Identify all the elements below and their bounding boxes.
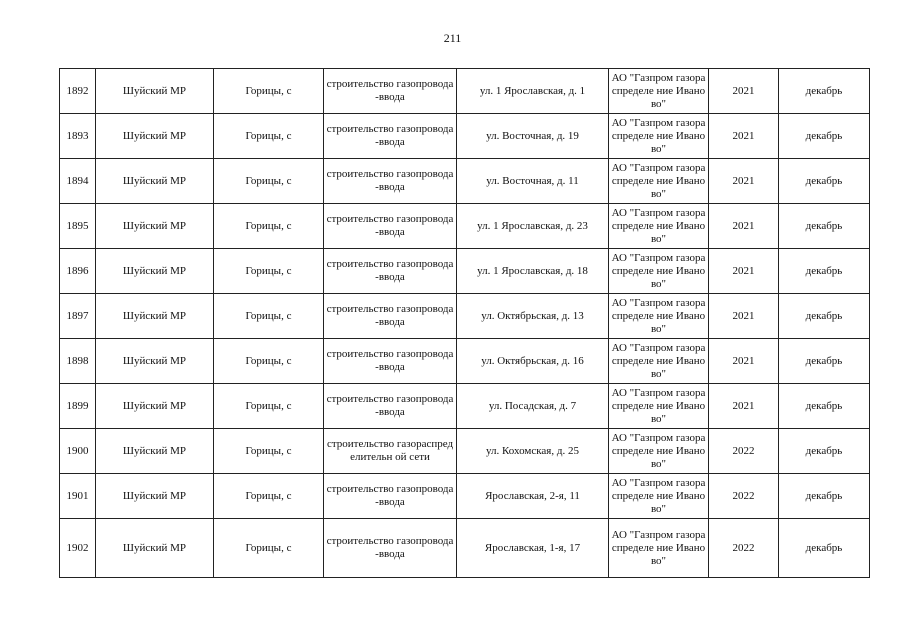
operator-cell: АО "Газпром газораспределе ние Иваново" <box>609 429 709 474</box>
table-row <box>60 294 870 339</box>
year-cell: 2022 <box>709 429 779 474</box>
row-number: 1894 <box>60 159 96 204</box>
district-cell: Шуйский МР <box>96 204 214 249</box>
address-cell: ул. Восточная, д. 11 <box>457 159 609 204</box>
row-number: 1902 <box>60 519 96 578</box>
year-cell: 2021 <box>709 339 779 384</box>
operator-cell: АО "Газпром газораспределе ние Иваново" <box>609 204 709 249</box>
district-cell: Шуйский МР <box>96 429 214 474</box>
table-row <box>60 339 870 384</box>
locality-cell: Горицы, с <box>214 519 324 578</box>
year-cell: 2021 <box>709 159 779 204</box>
work-type-cell: строительство газопровода-ввода <box>324 69 457 114</box>
locality-cell: Горицы, с <box>214 204 324 249</box>
address-cell: ул. 1 Ярославская, д. 1 <box>457 69 609 114</box>
row-number: 1899 <box>60 384 96 429</box>
locality-cell: Горицы, с <box>214 114 324 159</box>
table-row <box>60 249 870 294</box>
operator-cell: АО "Газпром газораспределе ние Иваново" <box>609 159 709 204</box>
month-cell: декабрь <box>779 474 870 519</box>
address-cell: ул. Посадская, д. 7 <box>457 384 609 429</box>
row-number: 1897 <box>60 294 96 339</box>
address-cell: ул. 1 Ярославская, д. 23 <box>457 204 609 249</box>
table-row <box>60 159 870 204</box>
row-number: 1895 <box>60 204 96 249</box>
table-row <box>60 384 870 429</box>
district-cell: Шуйский МР <box>96 384 214 429</box>
work-type-cell: строительство газопровода-ввода <box>324 114 457 159</box>
address-cell: ул. Кохомская, д. 25 <box>457 429 609 474</box>
district-cell: Шуйский МР <box>96 339 214 384</box>
table-row <box>60 204 870 249</box>
operator-cell: АО "Газпром газораспределе ние Иваново" <box>609 294 709 339</box>
address-cell: ул. Восточная, д. 19 <box>457 114 609 159</box>
year-cell: 2021 <box>709 69 779 114</box>
month-cell: декабрь <box>779 249 870 294</box>
district-cell: Шуйский МР <box>96 69 214 114</box>
month-cell: декабрь <box>779 339 870 384</box>
locality-cell: Горицы, с <box>214 429 324 474</box>
address-cell: ул. Октябрьская, д. 16 <box>457 339 609 384</box>
work-type-cell: строительство газопровода-ввода <box>324 159 457 204</box>
work-type-cell: строительство газопровода-ввода <box>324 204 457 249</box>
district-cell: Шуйский МР <box>96 519 214 578</box>
work-type-cell: строительство газораспределительн ой сети <box>324 429 457 474</box>
month-cell: декабрь <box>779 114 870 159</box>
year-cell: 2021 <box>709 204 779 249</box>
year-cell: 2022 <box>709 474 779 519</box>
year-cell: 2021 <box>709 384 779 429</box>
table-row <box>60 519 870 578</box>
row-number: 1892 <box>60 69 96 114</box>
work-type-cell: строительство газопровода-ввода <box>324 249 457 294</box>
month-cell: декабрь <box>779 429 870 474</box>
row-number: 1900 <box>60 429 96 474</box>
row-number: 1898 <box>60 339 96 384</box>
year-cell: 2022 <box>709 519 779 578</box>
locality-cell: Горицы, с <box>214 69 324 114</box>
table-row <box>60 114 870 159</box>
month-cell: декабрь <box>779 294 870 339</box>
district-cell: Шуйский МР <box>96 249 214 294</box>
locality-cell: Горицы, с <box>214 249 324 294</box>
district-cell: Шуйский МР <box>96 294 214 339</box>
locality-cell: Горицы, с <box>214 159 324 204</box>
operator-cell: АО "Газпром газораспределе ние Иваново" <box>609 519 709 578</box>
table-row <box>60 474 870 519</box>
district-cell: Шуйский МР <box>96 474 214 519</box>
page-number: 211 <box>443 31 462 45</box>
table-row <box>60 429 870 474</box>
month-cell: декабрь <box>779 204 870 249</box>
address-cell: ул. Октябрьская, д. 13 <box>457 294 609 339</box>
work-type-cell: строительство газопровода-ввода <box>324 474 457 519</box>
month-cell: декабрь <box>779 159 870 204</box>
row-number: 1901 <box>60 474 96 519</box>
locality-cell: Горицы, с <box>214 474 324 519</box>
district-cell: Шуйский МР <box>96 114 214 159</box>
table-row <box>60 69 870 114</box>
month-cell: декабрь <box>779 384 870 429</box>
district-cell: Шуйский МР <box>96 159 214 204</box>
month-cell: декабрь <box>779 69 870 114</box>
work-type-cell: строительство газопровода-ввода <box>324 339 457 384</box>
year-cell: 2021 <box>709 114 779 159</box>
year-cell: 2021 <box>709 249 779 294</box>
gasification-table <box>59 68 870 578</box>
operator-cell: АО "Газпром газораспределе ние Иваново" <box>609 474 709 519</box>
work-type-cell: строительство газопровода-ввода <box>324 294 457 339</box>
row-number: 1893 <box>60 114 96 159</box>
operator-cell: АО "Газпром газораспределе ние Иваново" <box>609 114 709 159</box>
address-cell: Ярославская, 1-я, 17 <box>457 519 609 578</box>
work-type-cell: строительство газопровода-ввода <box>324 384 457 429</box>
locality-cell: Горицы, с <box>214 384 324 429</box>
operator-cell: АО "Газпром газораспределе ние Иваново" <box>609 339 709 384</box>
month-cell: декабрь <box>779 519 870 578</box>
address-cell: ул. 1 Ярославская, д. 18 <box>457 249 609 294</box>
work-type-cell: строительство газопровода-ввода <box>324 519 457 578</box>
address-cell: Ярославская, 2-я, 11 <box>457 474 609 519</box>
operator-cell: АО "Газпром газораспределе ние Иваново" <box>609 249 709 294</box>
operator-cell: АО "Газпром газораспределе ние Иваново" <box>609 69 709 114</box>
row-number: 1896 <box>60 249 96 294</box>
locality-cell: Горицы, с <box>214 294 324 339</box>
year-cell: 2021 <box>709 294 779 339</box>
operator-cell: АО "Газпром газораспределе ние Иваново" <box>609 384 709 429</box>
locality-cell: Горицы, с <box>214 339 324 384</box>
